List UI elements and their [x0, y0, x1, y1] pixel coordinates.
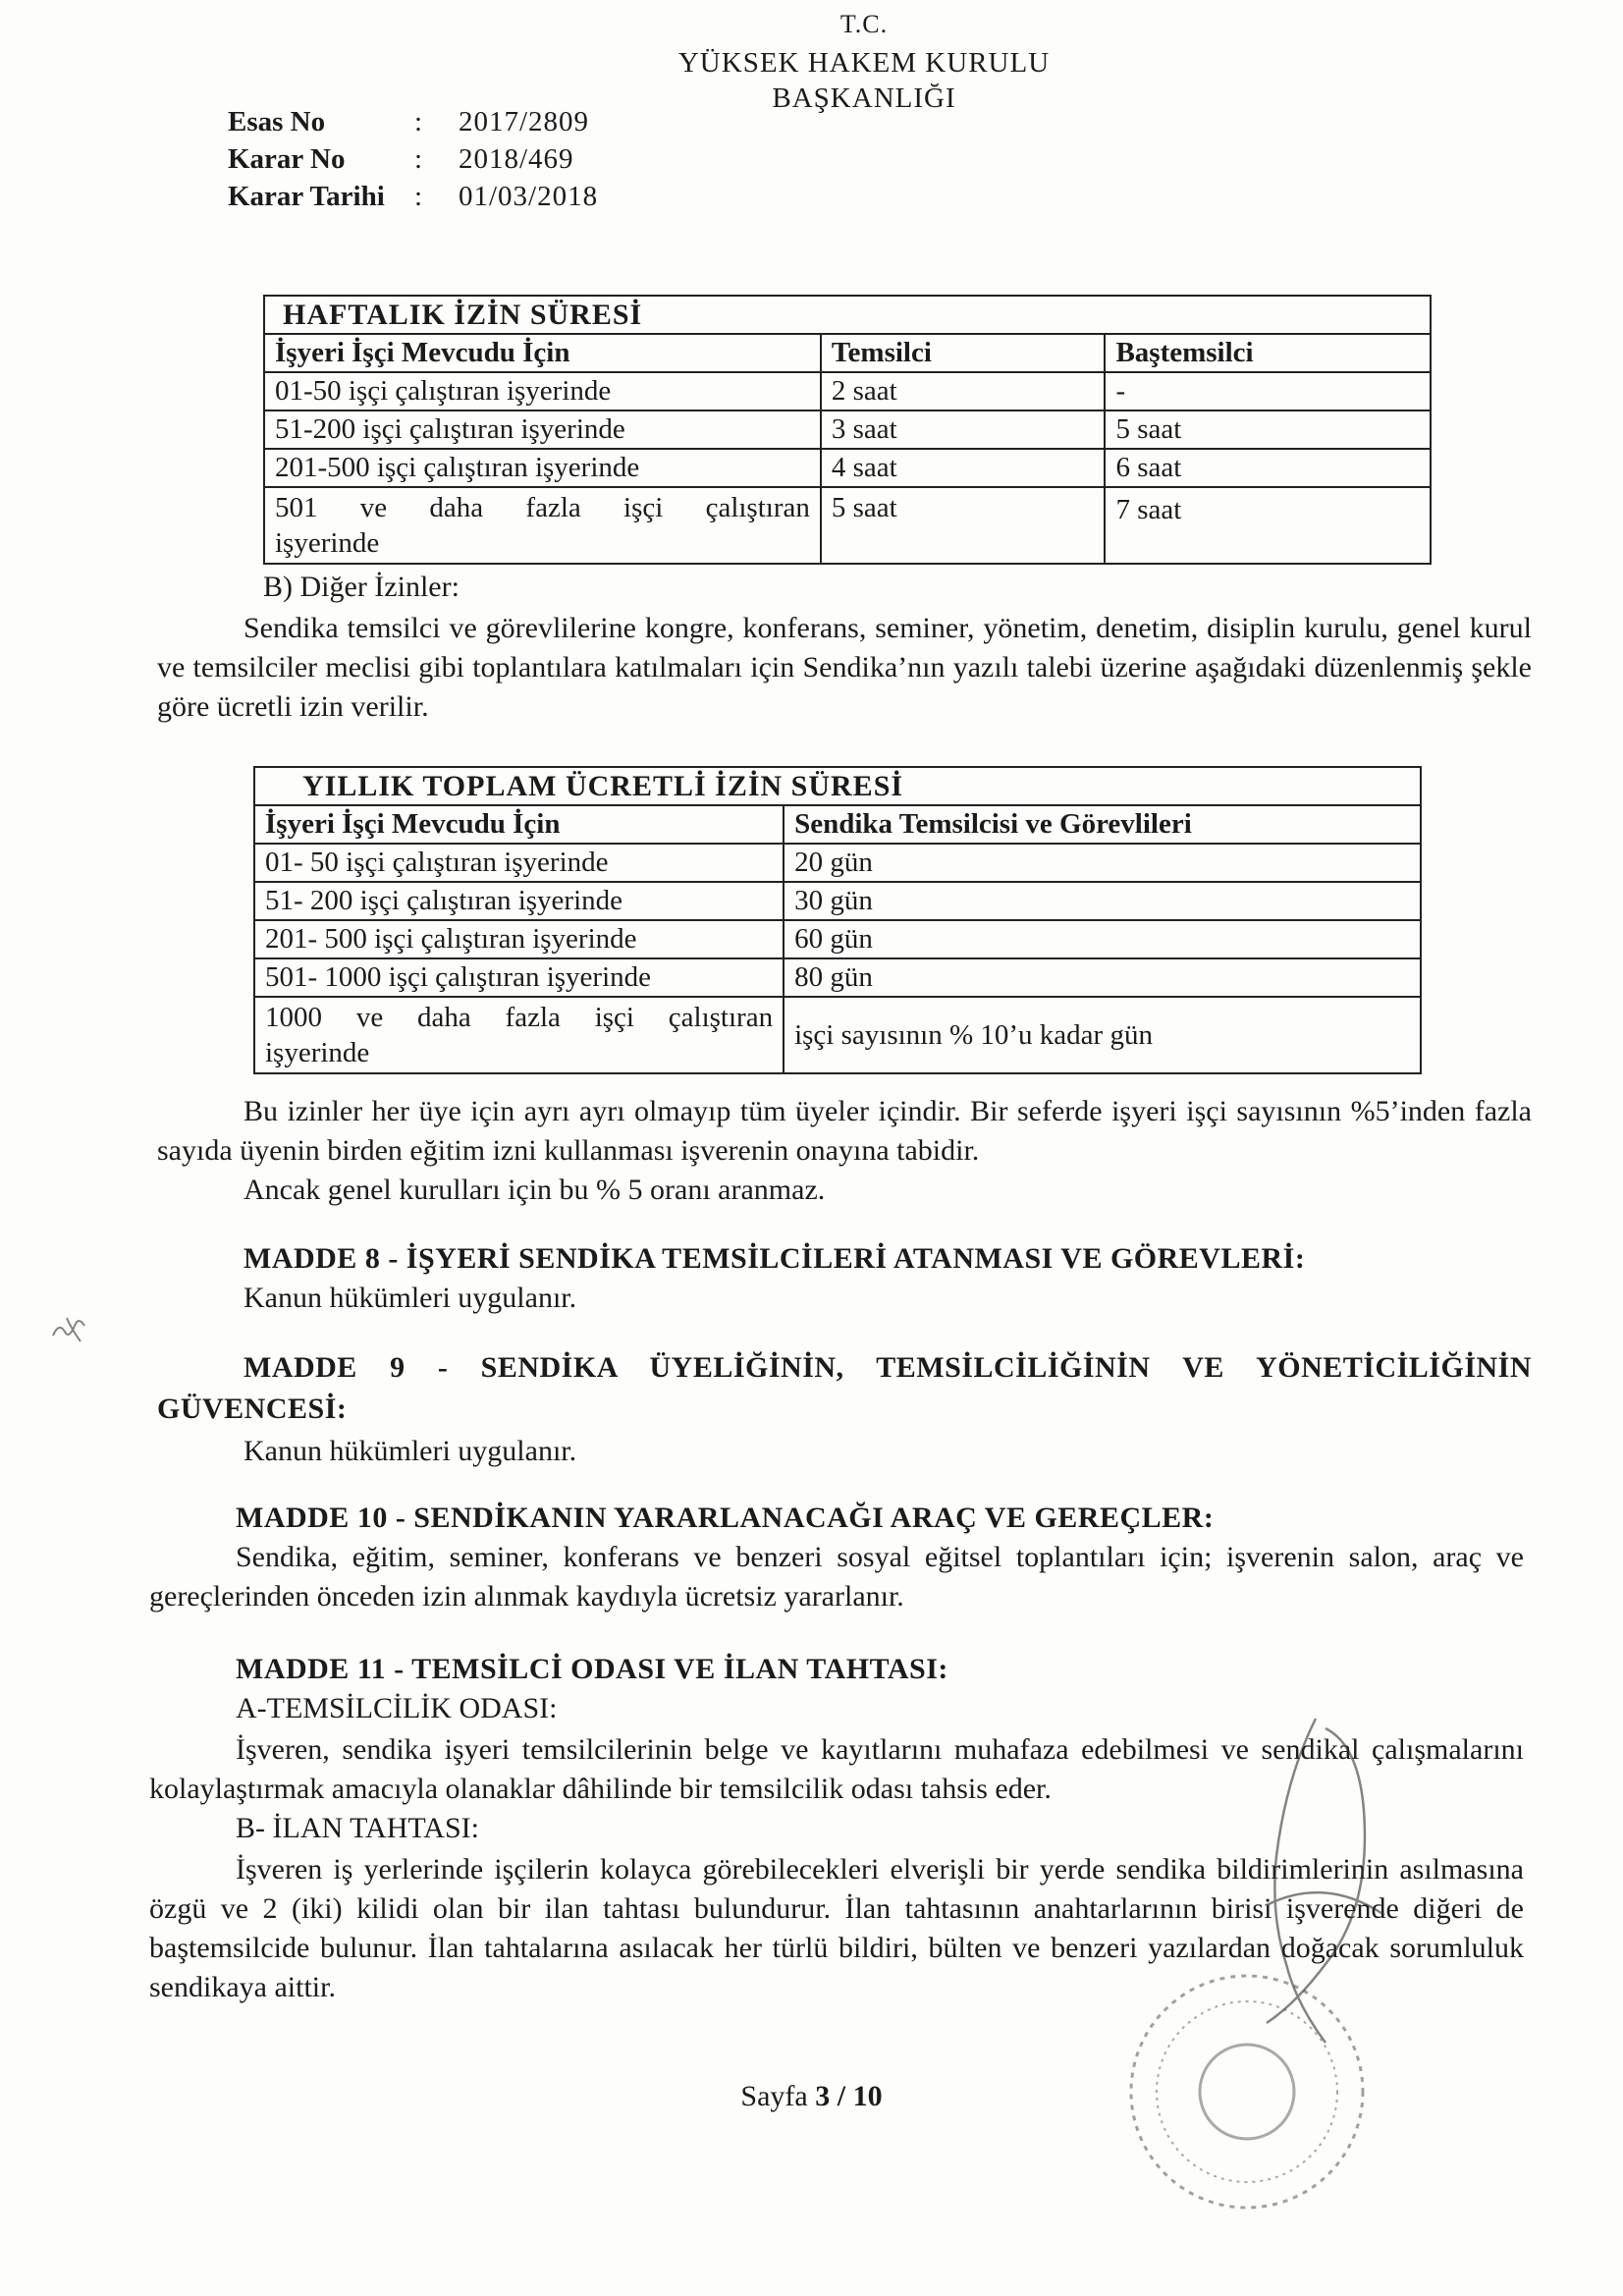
madde-10-text: Sendika, eğitim, seminer, konferans ve benzeri sosyal eğitsel toplantıları için; işverenin salon, araç ve gereçlerinden önceden izin alınmak kaydıyla ücretsiz yararlanır. — [149, 1541, 1524, 1613]
case-metadata — [228, 103, 598, 215]
madde-8-title: MADDE 8 - İŞYERİ SENDİKA TEMSİLCİLERİ ATANMASI VE GÖREVLERİ: — [243, 1242, 1306, 1275]
table-cell: 20 gün — [784, 844, 1421, 882]
table-row — [254, 882, 1421, 920]
madde-10-title: MADDE 10 - SENDİKANIN YARARLANACAĞI ARAÇ VE GEREÇLER: — [236, 1502, 1215, 1534]
document-header — [0, 10, 1623, 118]
colon: : — [414, 142, 423, 175]
table-cell: 01- 50 işçi çalıştıran işyerinde — [254, 844, 784, 882]
page-total: 10 — [852, 2080, 883, 2112]
table-row — [254, 997, 1421, 1073]
table-cell: 51-200 işçi çalıştıran işyerinde — [264, 410, 821, 449]
annual-leave-table — [253, 766, 1422, 1074]
col-header-representatives: Sendika Temsilcisi ve Görevlileri — [784, 805, 1421, 844]
table-row — [264, 487, 1431, 564]
table-row — [254, 844, 1421, 882]
table-cell: 201-500 işçi çalıştıran işyerinde — [264, 449, 821, 487]
table-cell: 30 gün — [784, 882, 1421, 920]
table-caption-row — [254, 767, 1421, 805]
madde-9-text: Kanun hükümleri uygulanır. — [243, 1435, 577, 1467]
madde-11-text-b: İşveren iş yerlerinde işçilerin kolayca görebilecekleri elverişli bir yerde sendika bildirimlerinin asılmasına özgü ve 2 (iki) kilidi olan bir ilan tahtası bulundurur. İlan tahtasının anahtarlarının birisi işverende diğeri de baştemsilcide bulunur. İlan tahtalarına asılacak her türlü bildiri, bülten ve benzeri yazılardan doğacak sorumluluk sendikaya aittir. — [149, 1853, 1524, 2003]
madde-8-text: Kanun hükümleri uygulanır. — [243, 1282, 577, 1314]
colon: : — [414, 105, 423, 137]
table-cell: 501- 1000 işçi çalıştıran işyerinde — [254, 958, 784, 997]
table-cell-line: işyerinde — [265, 1037, 370, 1068]
header-institution: YÜKSEK HAKEM KURULU — [677, 47, 1051, 79]
handwritten-signature — [1208, 1709, 1404, 2062]
madde-9-title: MADDE 9 - SENDİKA ÜYELİĞİNİN, TEMSİLCİLİĞİNİN VE YÖNETİCİLİĞİNİN GÜVENCESİ: — [157, 1351, 1532, 1425]
weekly-table-caption: HAFTALIK İZİN SÜRESİ — [264, 296, 1431, 334]
karar-value: 2018/469 — [459, 142, 574, 175]
esas-label: Esas No — [228, 105, 326, 137]
table-row — [264, 410, 1431, 449]
table-cell: işçi sayısının % 10’u kadar gün — [784, 997, 1421, 1073]
page-separator: / — [837, 2080, 846, 2112]
col-header-bastemsilci: Baştemsilci — [1105, 334, 1431, 372]
page-label: Sayfa — [740, 2080, 808, 2112]
table-cell-line: işyerinde — [275, 527, 380, 559]
table-cell: 2 saat — [821, 372, 1106, 410]
madde-11-text-a: İşveren, sendika işyeri temsilcilerinin belge ve kayıtlarını muhafaza edebilmesi ve sendikal çalışmalarını kolaylaştırmak amacıyla olanaklar dâhilinde bir temsilcilik odası tahsis eder. — [149, 1733, 1524, 1805]
col-header-workplace: İşyeri İşçi Mevcudu İçin — [264, 334, 821, 372]
table-cell: 5 saat — [1105, 410, 1431, 449]
table-cell-line: 501 ve daha fazla işçi çalıştıran — [275, 492, 810, 523]
table-cell: 6 saat — [1105, 449, 1431, 487]
section-b-title: B) Diğer İzinler: — [263, 571, 460, 603]
colon: : — [414, 180, 423, 212]
karar-label: Karar No — [228, 142, 346, 175]
tarih-label: Karar Tarihi — [228, 180, 385, 212]
table-caption-row — [264, 296, 1431, 334]
table-row — [254, 920, 1421, 958]
tarih-value: 01/03/2018 — [459, 180, 599, 212]
table-cell: 201- 500 işçi çalıştıran işyerinde — [254, 920, 784, 958]
esas-row — [228, 103, 598, 140]
madde-11-sub-b: B- İLAN TAHTASI: — [236, 1812, 479, 1844]
table-cell: - — [1105, 372, 1431, 410]
table-cell — [254, 997, 784, 1073]
header-office: BAŞKANLIĞI — [772, 82, 956, 114]
tarih-row — [228, 178, 598, 215]
table-cell: 3 saat — [821, 410, 1106, 449]
esas-value: 2017/2809 — [459, 105, 590, 137]
margin-initial-mark — [47, 1306, 90, 1349]
general-assembly-note: Ancak genel kurulları için bu % 5 oranı aranmaz. — [243, 1174, 826, 1206]
annual-table-caption: YILLIK TOPLAM ÜCRETLİ İZİN SÜRESİ — [254, 767, 1421, 805]
table-row — [264, 449, 1431, 487]
table-row — [254, 958, 1421, 997]
table-cell: 01-50 işçi çalıştıran işyerinde — [264, 372, 821, 410]
karar-row — [228, 140, 598, 178]
table-header-row — [254, 805, 1421, 844]
table-row — [264, 372, 1431, 410]
table-header-row — [264, 334, 1431, 372]
table-cell: 51- 200 işçi çalıştıran işyerinde — [254, 882, 784, 920]
weekly-leave-table — [263, 295, 1432, 565]
table-cell: 4 saat — [821, 449, 1106, 487]
col-header-workplace: İşyeri İşçi Mevcudu İçin — [254, 805, 784, 844]
table-cell-line: 1000 ve daha fazla işçi çalıştıran — [265, 1002, 774, 1033]
page-current: 3 — [815, 2080, 831, 2112]
table-cell: 5 saat — [821, 487, 1106, 564]
table-cell: 80 gün — [784, 958, 1421, 997]
table-cell — [264, 487, 821, 564]
table-cell: 60 gün — [784, 920, 1421, 958]
header-tc: T.C. — [839, 10, 889, 38]
madde-11-sub-a: A-TEMSİLCİLİK ODASI: — [236, 1692, 558, 1724]
madde-11-title: MADDE 11 - TEMSİLCİ ODASI VE İLAN TAHTASI: — [236, 1653, 948, 1685]
col-header-temsilci: Temsilci — [821, 334, 1106, 372]
table-cell: 7 saat — [1105, 487, 1431, 564]
section-b-text: Sendika temsilci ve görevlilerine kongre, konferans, seminer, yönetim, denetim, disiplin kurulu, genel kurul ve temsilciler meclisi gibi toplantılara katılmaları için Sendika’nın yazılı talebi üzerine aşağıdaki düzenlenmiş şekle göre ücretli izin verilir. — [157, 612, 1532, 723]
leave-scope-paragraph: Bu izinler her üye için ayrı ayrı olmayıp tüm üyeler içindir. Bir seferde işyeri işçi sayısının %5’inden fazla sayıda üyenin birden eğitim izni kullanması işverenin onayına tabidir. — [157, 1095, 1532, 1167]
